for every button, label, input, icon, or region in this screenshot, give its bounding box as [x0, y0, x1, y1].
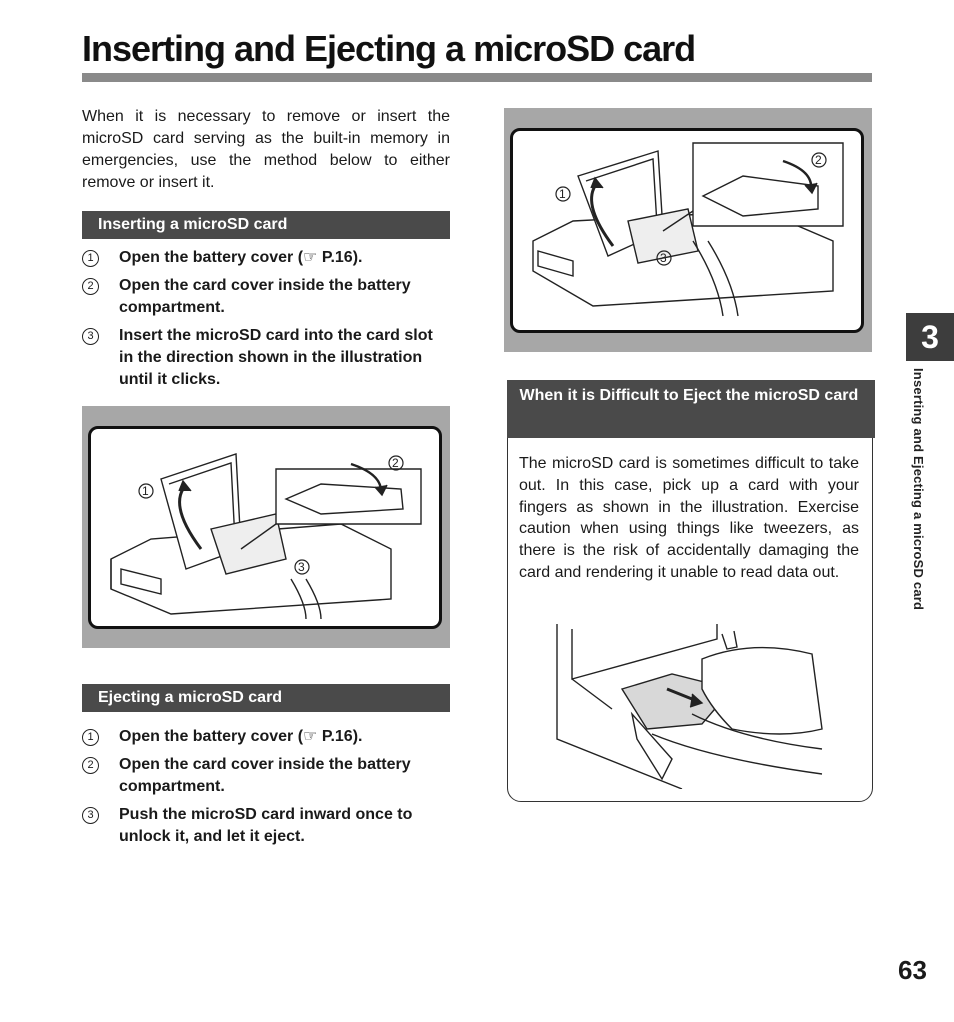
- step-number: 1: [82, 729, 99, 746]
- step-text: Open the card cover inside the battery compartment.: [119, 277, 411, 316]
- callout-1: 1: [559, 187, 566, 201]
- difficult-body: The microSD card is sometimes difficult to take out. In this case, pick up a card with your fingers as shown in the illustration. Exercise caution when using things like tweezers, as there is the risk of accidentally damaging the card and rendering it unable to read data out.: [519, 455, 859, 581]
- callout-1: 1: [142, 484, 149, 498]
- ejecting-steps: [82, 726, 450, 854]
- ejecting-step-1: [82, 726, 450, 748]
- illustration-frame: [510, 128, 864, 333]
- step-text: Push the microSD card inward once to unlock it, and let it eject.: [119, 806, 413, 845]
- chapter-title-vertical: Inserting and Ejecting a microSD card: [911, 368, 926, 611]
- callout-3: 3: [660, 251, 667, 265]
- step-number: 3: [82, 807, 99, 824]
- step-number: 2: [82, 278, 99, 295]
- callout-2: 2: [392, 456, 399, 470]
- inserting-steps: [82, 247, 450, 397]
- page-number: 63: [898, 955, 927, 985]
- ejecting-step-3: [82, 804, 450, 848]
- title-rule: [82, 73, 872, 82]
- step-text: Open the battery cover (☞ P.16).: [119, 249, 363, 266]
- inserting-heading: Inserting a microSD card: [82, 211, 450, 239]
- finger-pick-drawing: [552, 619, 827, 789]
- difficult-eject-box: [507, 380, 873, 802]
- inserting-step-2: [82, 275, 450, 319]
- step-text: Open the battery cover (☞ P.16).: [119, 728, 363, 745]
- callout-2: 2: [815, 153, 822, 167]
- page-title: Inserting and Ejecting a microSD card: [82, 28, 696, 69]
- ejecting-illustration: [504, 108, 872, 352]
- inserting-step-1: [82, 247, 450, 269]
- recorder-eject-drawing: [513, 131, 861, 330]
- step-text: Insert the microSD card into the card slot in the direction shown in the illustration until it clicks.: [119, 327, 433, 388]
- step-text: Open the card cover inside the battery compartment.: [119, 756, 411, 795]
- intro-paragraph: When it is necessary to remove or insert the microSD card serving as the built-in memory in emergencies, use the method below to either remove or insert it.: [82, 108, 450, 191]
- step-number: 1: [82, 250, 99, 267]
- step-number: 3: [82, 328, 99, 345]
- difficult-heading: When it is Difficult to Eject the microSD card: [507, 380, 875, 438]
- step-number: 2: [82, 757, 99, 774]
- illustration-frame: [88, 426, 442, 629]
- inserting-illustration: [82, 406, 450, 648]
- chapter-tab: 3: [906, 313, 954, 361]
- callout-3: 3: [298, 560, 305, 574]
- recorder-insert-drawing: [91, 429, 439, 626]
- inserting-step-3: [82, 325, 450, 391]
- ejecting-step-2: [82, 754, 450, 798]
- ejecting-heading: Ejecting a microSD card: [82, 684, 450, 712]
